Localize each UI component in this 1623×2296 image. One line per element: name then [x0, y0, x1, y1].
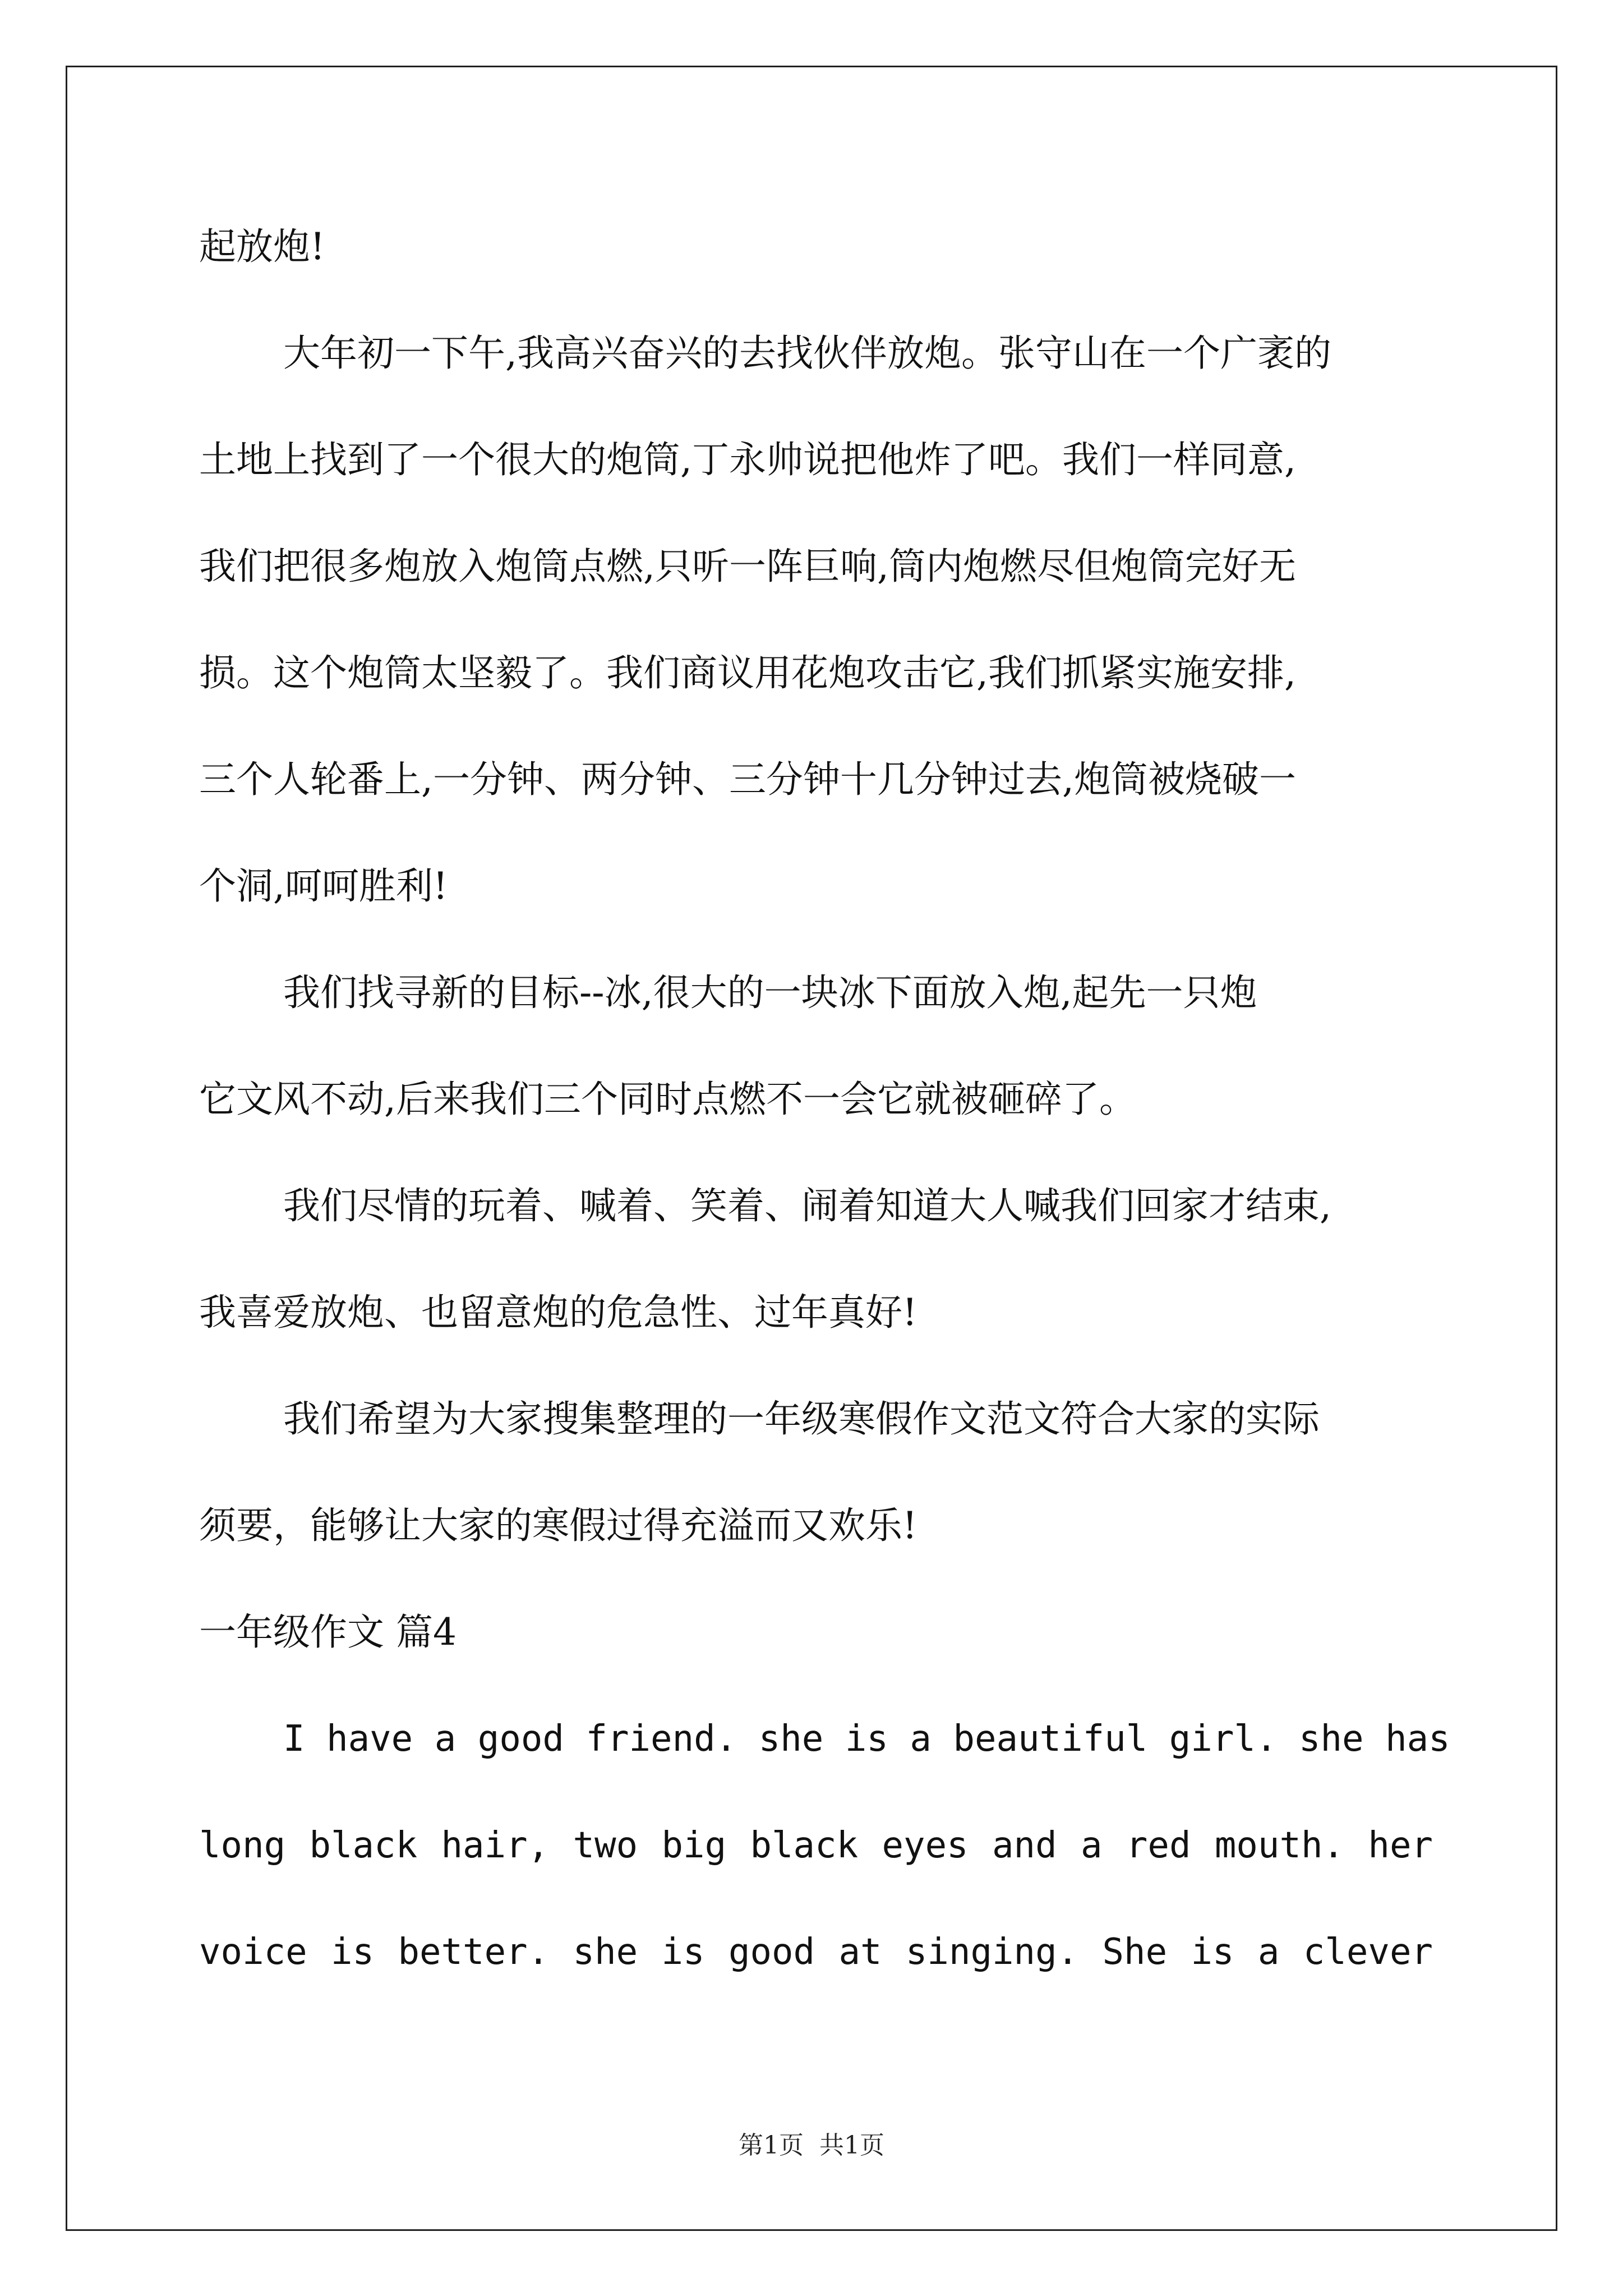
text-line: voice is better. she is good at singing. She is a clever [199, 1931, 1433, 1973]
text-line: 我们找寻新的目标--冰,很大的一块冰下面放入炮,起先一只炮 [283, 971, 1257, 1014]
page-footer: 第1页 共1页 [739, 2131, 884, 2160]
text-line: I have a good friend. she is a beautiful girl. she has [283, 1718, 1450, 1760]
text-line: 三个人轮番上,一分钟、两分钟、三分钟十几分钟过去,炮筒被烧破一 [199, 758, 1296, 801]
text-line: 个洞,呵呵胜利! [199, 864, 448, 908]
text-line: 我喜爱放炮、也留意炮的危急性、过年真好! [199, 1291, 917, 1334]
text-line: 土地上找到了一个很大的炮筒,丁永帅说把他炸了吧。我们一样同意, [199, 438, 1296, 481]
text-line: 我们把很多炮放入炮筒点燃,只听一阵巨响,筒内炮燃尽但炮筒完好无 [199, 545, 1296, 588]
text-line: 它文风不动,后来我们三个同时点燃不一会它就被砸碎了。 [199, 1078, 1136, 1121]
page-border [66, 66, 1557, 2231]
section-heading: 一年级作文 篇4 [199, 1611, 457, 1654]
text-line: 我们尽情的玩着、喊着、笑着、闹着知道大人喊我们回家才结束, [283, 1184, 1331, 1227]
text-line: 损。这个炮筒太坚毅了。我们商议用花炮攻击它,我们抓紧实施安排, [199, 651, 1296, 694]
text-line: 起放炮! [199, 225, 325, 268]
text-line: 须要，能够让大家的寒假过得充溢而又欢乐! [199, 1504, 917, 1547]
text-line: long black hair, two big black eyes and a red mouth. her [199, 1825, 1433, 1866]
text-line: 我们希望为大家搜集整理的一年级寒假作文范文符合大家的实际 [283, 1397, 1320, 1441]
text-line: 大年初一下午,我高兴奋兴的去找伙伴放炮。张守山在一个广袤的 [283, 332, 1331, 375]
